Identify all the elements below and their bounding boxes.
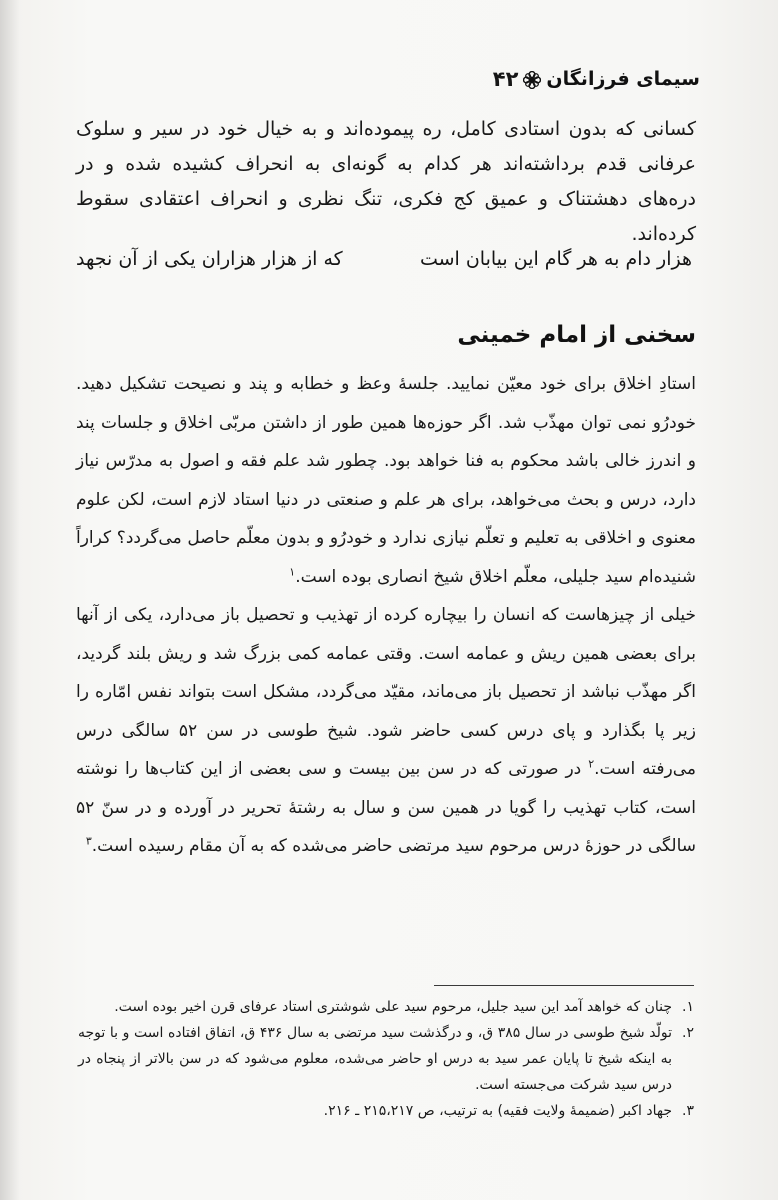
footnote-text: چنان که خواهد آمد این سید جلیل، مرحوم سید علی شوشتری استاد عرفای قرن اخیر بوده است.: [114, 999, 672, 1015]
footnote-text: تولّد شیخ طوسی در سال ۳۸۵ ق، و درگذشت سید مرتضی به سال ۴۳۶ ق، اتفاق افتاده است و با توجه به اینکه شیخ تا پایان عمر سید به درس او حاضر می‌شده، معلوم می‌شود که در سن بالاتر از پنجاه در درس سید شرکت می‌جسته است.: [78, 1025, 672, 1093]
footnote-divider: [434, 985, 694, 986]
quote-paragraph-2-text: خیلی از چیزهاست که انسان را بیچاره کرده از تهذیب و تحصیل باز می‌دارد، یکی از آنها برای بعضی همین ریش و عمامه است. وقتی عمامه کمی بزرگ شد و ریش بلند گردید، اگر مهذّب نباشد از تحصیل باز می‌ماند، مقیّد می‌گردد، مشکل است بتواند نفس امّاره را زیر پا بگذارد و پای درس کسی حاضر شود. شیخ طوسی در سن ۵۲ سالگی درس می‌رفته است.: [76, 605, 697, 779]
quote-paragraph-1: [76, 365, 696, 596]
page-edge-shadow: [0, 0, 20, 1200]
footnote-ref-2: ۲: [588, 757, 595, 771]
quote-paragraph-2b-text: در صورتی که در سن بین بیست و سی بعضی از این کتاب‌ها را نوشته است، کتاب تهذیب را گویا در همین سن و سال به رشتهٔ تحریر در آورده و در سنّ ۵۲ سالگی در حوزهٔ درس مرحوم سید مرتضی حاضر می‌شده که به آن مقام رسیده است.: [76, 759, 696, 856]
quote-paragraph-2: [76, 596, 696, 866]
footnote-label: ۳.: [682, 1103, 694, 1119]
footnote-label: ۲.: [682, 1025, 694, 1041]
footnotes: [78, 994, 694, 1124]
page-header: [493, 69, 700, 90]
intro-paragraph: کسانی که بدون استادی کامل، ره پیموده‌اند و به خیال خود در سیر و سلوک عرفانی قدم برداشته‌اند هر کدام به گونه‌ای به انحراف کشیده شده و در دره‌های دهشتناک و عمیق کج فکری، تنگ نظری و انحراف اعتقادی سقوط کرده‌اند.: [76, 118, 696, 245]
footnote-item: [78, 994, 694, 1020]
footnote-text: جهاد اکبر (ضمیمهٔ ولایت فقیه) به ترتیب، ص ۲۱۵،۲۱۷ ـ ۲۱۶.: [323, 1103, 672, 1119]
footnote-ref-3: ۳: [85, 834, 92, 848]
page-number: ۴۲: [492, 67, 519, 91]
footnote-item: [78, 1098, 694, 1124]
footnote-label: ۱.: [682, 999, 694, 1015]
book-title: سیمای فرزانگان: [546, 68, 700, 90]
poem-couplet: [76, 242, 696, 276]
poem-left-hemistich: که از هزار هزاران یکی از آن نجهد: [76, 248, 343, 270]
flower-ornament-icon: [523, 71, 541, 89]
intro-paragraph-block: [76, 112, 696, 252]
section-title: سخنی از امام خمینی: [457, 322, 696, 348]
quote-paragraph-1-text: استادِ اخلاق برای خود معیّن نمایید. جلسهٔ وعظ و خطابه و پند و نصیحت تشکیل دهید. خودرُو نمی توان مهذّب شد. اگر حوزه‌ها همین طور از داشتن مربّی اخلاق و جلسات پند و اندرز خالی باشد محکوم به فنا خواهد بود. چطور شد علم فقه و اصول به مدرّس نیاز دارد، درس و بحث می‌خواهد، برای هر علم و صنعتی در دنیا استاد لازم است، لکن علوم معنوی و اخلاقی به تعلیم و تعلّم نیازی ندارد و خودرُو و بدون معلّم حاصل می‌گردد؟ کراراً شنیده‌ام سید جلیلی، معلّم اخلاق شیخ انصاری بوده است.: [76, 374, 696, 587]
poem-right-hemistich: هزار دام به هر گام این بیابان است: [419, 248, 692, 270]
footnote-ref-1: ۱: [289, 564, 296, 578]
quote-block: [76, 365, 696, 866]
footnote-item: [78, 1020, 694, 1098]
